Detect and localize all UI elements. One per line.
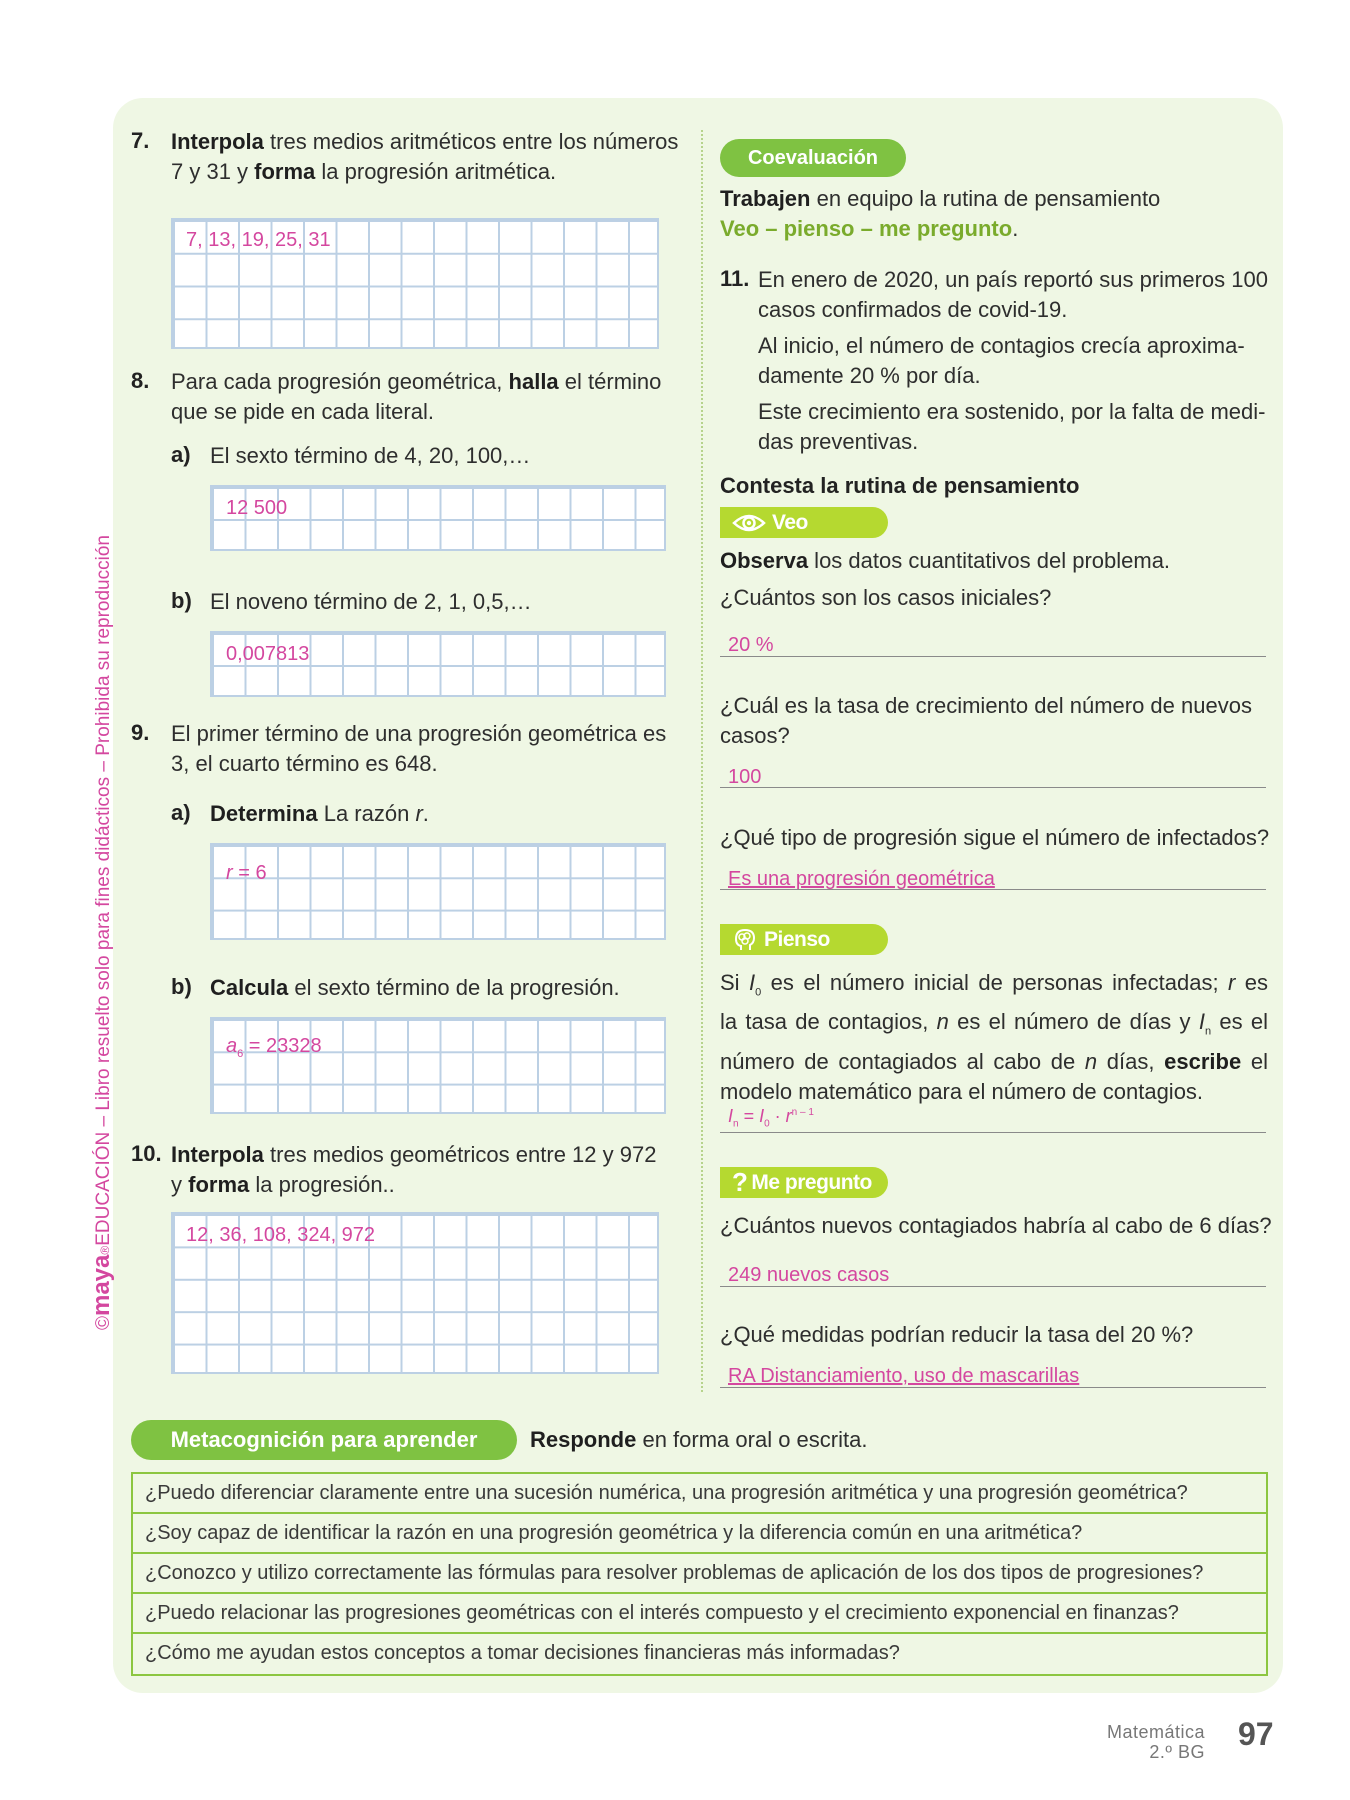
veo-question-2b: casos? [720, 723, 790, 748]
q8b-label: b) [171, 588, 192, 613]
pienso-l1sub: 0 [755, 986, 762, 999]
pienso-l2n: n [936, 1009, 949, 1035]
q9b-label: b) [171, 974, 192, 999]
pregunto-label: Me pregunto [751, 1170, 872, 1194]
q8-verb: halla [508, 369, 559, 394]
q10-line2a: y [171, 1172, 189, 1197]
observa-text [720, 546, 1170, 576]
q11-number: 11. [720, 266, 750, 291]
meta-row: ¿Puedo diferenciar claramente entre una sucesión numérica, una progresión aritmética y una progresión geométrica? [133, 1474, 1266, 1514]
pienso-l3verb: escribe [1164, 1048, 1242, 1074]
pienso-l1a: Si [720, 970, 749, 995]
q11-p3b: das preventivas. [758, 429, 919, 454]
pienso-l2b: es el número de días y [948, 1009, 1199, 1035]
formula-base: r [785, 1106, 792, 1126]
q9b-answer-grid[interactable] [210, 1017, 666, 1114]
q8-line1a: Para cada progresión geométrica, [171, 369, 509, 394]
observa-verb: Observa [720, 548, 809, 573]
q9b-body: el sexto término de la progresión. [288, 975, 620, 1000]
q8b-text: El noveno término de 2, 1, 0,5,… [210, 589, 532, 614]
q10-number: 10. [131, 1141, 162, 1166]
q10-text [171, 1140, 656, 1200]
q10-verb: Interpola [171, 1142, 264, 1167]
pienso-badge [720, 924, 888, 955]
formula-dot: · [769, 1106, 786, 1126]
coevaluacion-badge: Coevaluación [720, 139, 906, 177]
q7-verb2: forma [254, 159, 316, 184]
veo-answer-1: 20 % [728, 634, 774, 656]
q8a-label: a) [171, 442, 191, 467]
veo-answer-3-line[interactable] [720, 889, 1266, 890]
q9-number: 9. [131, 720, 150, 745]
q11-p1a: En enero de 2020, un país reportó sus primeros 100 [758, 267, 1268, 292]
meta-row: ¿Conozco y utilizo correctamente las fórmulas para resolver problemas de aplicación de los dos tipos de progresiones? [133, 1554, 1266, 1594]
q11-text [758, 265, 1278, 457]
q8-number: 8. [131, 368, 150, 393]
formula-exp: n – 1 [791, 1107, 814, 1118]
q9b-answer-value: = 23328 [243, 1035, 322, 1057]
pienso-l2c: es el [1211, 1009, 1268, 1035]
pienso-l1c: es [1235, 970, 1268, 995]
formula-lhs-sub: n [733, 1118, 739, 1130]
pregunto-question-2: ¿Qué medidas podrían reducir la tasa del 20 %? [720, 1322, 1194, 1347]
watermark [88, 535, 116, 1330]
q10-line1: tres medios geométricos entre 12 y 972 [263, 1142, 657, 1167]
veo-answer-2-line[interactable] [720, 787, 1266, 788]
veo-question-3: ¿Qué tipo de progresión sigue el número de infectados? [720, 825, 1270, 850]
brand-logo: maya [88, 1254, 115, 1316]
metacognicion-badge: Metacognición para aprender [131, 1420, 517, 1460]
pienso-l3b: días, [1097, 1048, 1165, 1074]
pregunto-answer-1: 249 nuevos casos [728, 1264, 890, 1286]
q7-answer: 7, 13, 19, 25, 31 [186, 229, 331, 251]
veo-answer-1-line[interactable] [720, 656, 1266, 657]
q8-line2: que se pide en cada literal. [171, 399, 434, 424]
pregunto-answer-2-line[interactable] [720, 1387, 1266, 1388]
footer-subject-name: Matemática [1106, 1722, 1205, 1742]
formula-rhs-sub: 0 [764, 1118, 770, 1130]
veo-answer-2: 100 [728, 766, 762, 788]
routine-end: . [1012, 216, 1019, 241]
meta-row: ¿Cómo me ayudan estos conceptos a tomar decisiones financieras más informadas? [145, 1642, 900, 1664]
q8b-answer: 0,007813 [226, 643, 310, 665]
pienso-l3c: el [1241, 1048, 1268, 1074]
formula-rhs-var: I [759, 1106, 765, 1126]
pregunto-badge [720, 1167, 888, 1198]
eye-icon [732, 513, 766, 533]
veo-question-2 [720, 691, 1252, 751]
q11-p2b: damente 20 % por día. [758, 363, 981, 388]
metacognition-table [131, 1472, 1268, 1676]
pregunto-answer-1-line[interactable] [720, 1286, 1266, 1287]
formula-lhs-var: I [728, 1106, 734, 1126]
q9-text [171, 719, 666, 779]
meta-row: ¿Puedo relacionar las progresiones geométricas con el interés compuesto y el crecimiento exponencial en finanzas? [133, 1594, 1266, 1634]
q11-p2a: Al inicio, el número de contagios crecía aproxima- [758, 333, 1245, 358]
observa-body: los datos cuantitativos del problema. [808, 548, 1171, 573]
q8-text [171, 367, 661, 427]
pienso-l1var: I [749, 970, 756, 995]
q7-line1: tres medios aritméticos entre los números [263, 129, 679, 154]
q8a-text: El sexto término de 4, 20, 100,… [210, 443, 531, 468]
q9-line1: El primer término de una progresión geométrica es [171, 721, 667, 746]
q7-line2a: 7 y 31 y [171, 159, 255, 184]
footer-grade: 2.º BG [1149, 1742, 1205, 1762]
veo-question-2a: ¿Cuál es la tasa de crecimiento del número de nuevos [720, 693, 1252, 718]
pregunto-question-1: ¿Cuántos nuevos contagiados habría al cabo de 6 días? [720, 1213, 1272, 1238]
q8-line1b: el término [558, 369, 662, 394]
q9a-answer-value: = 6 [232, 862, 267, 884]
page-number: 97 [1238, 1716, 1274, 1752]
q11-p3a: Este crecimiento era sostenido, por la falta de medi- [758, 399, 1266, 424]
q9a-answer-var: r [226, 862, 233, 884]
pienso-label: Pienso [764, 927, 830, 951]
q9a-verb: Determina [210, 801, 318, 826]
q10-line2b: la progresión.. [249, 1172, 395, 1197]
q10-answer: 12, 36, 108, 324, 972 [186, 1224, 376, 1246]
q9a-end: . [422, 801, 429, 826]
pienso-l2var: I [1198, 1009, 1205, 1035]
q10-verb2: forma [188, 1172, 250, 1197]
brain-head-icon [732, 927, 758, 953]
q9b-answer [226, 1035, 322, 1060]
q11-p1b: casos confirmados de covid-19. [758, 297, 1068, 322]
contesta-heading: Contesta la rutina de pensamiento [720, 473, 1080, 498]
q9a-text [210, 799, 429, 829]
q9a-answer-grid[interactable] [210, 843, 666, 940]
copyright-symbol: © [93, 1316, 114, 1330]
q9b-text [210, 973, 620, 1003]
metacognicion-instruction [530, 1425, 867, 1455]
q9b-answer-var: a [226, 1035, 238, 1057]
q9a-body: La razón [317, 801, 416, 826]
veo-answer-3: Es una progresión geométrica [728, 868, 995, 890]
q7-verb: Interpola [171, 129, 264, 154]
question-mark-icon: ? [732, 1167, 748, 1197]
meta-text: en forma oral o escrita. [636, 1427, 868, 1452]
watermark-text: EDUCACIÓN – Libro resuelto solo para fines didácticos – Prohibida su reproducción [93, 535, 114, 1246]
veo-badge [720, 507, 888, 538]
q7-line2b: la progresión aritmética. [315, 159, 557, 184]
pregunto-answer-2: RA Distanciamiento, uso de mascarillas [728, 1365, 1080, 1387]
veo-question-1: ¿Cuántos son los casos iniciales? [720, 585, 1052, 610]
formula-eq: = [738, 1106, 760, 1126]
coev-intro [720, 184, 1160, 244]
pienso-l4: modelo matemático para el número de contagios. [720, 1078, 1204, 1104]
pienso-formula [728, 1106, 814, 1130]
q9a-answer [226, 862, 267, 885]
pienso-l2sub: n [1204, 1025, 1212, 1038]
registered-symbol: ® [98, 1245, 112, 1255]
intro-verb: Trabajen [720, 186, 811, 211]
q9b-answer-sub: 6 [237, 1048, 244, 1060]
pienso-l3a: número de contagiados al cabo de [720, 1048, 1085, 1074]
meta-row: ¿Soy capaz de identificar la razón en una progresión geométrica y la diferencia común en una aritmética? [133, 1514, 1266, 1554]
q9a-label: a) [171, 800, 191, 825]
q7-text [171, 127, 678, 187]
q9b-verb: Calcula [210, 975, 289, 1000]
routine-title: Veo – pienso – me pregunto [720, 216, 1013, 241]
pienso-l1b: es el número inicial de personas infectadas; [761, 970, 1228, 995]
pienso-l3n: n [1084, 1048, 1098, 1074]
veo-label: Veo [772, 510, 808, 534]
column-divider [701, 130, 703, 1392]
q8a-answer: 12 500 [226, 497, 288, 519]
pienso-l2a: la tasa de contagios, [720, 1009, 937, 1035]
footer-subject [1107, 1722, 1205, 1762]
pienso-answer-line[interactable] [720, 1132, 1266, 1133]
q9a-var: r [415, 801, 423, 826]
meta-verb: Responde [530, 1427, 637, 1452]
pienso-text [720, 968, 1268, 1107]
pienso-l1r: r [1228, 970, 1236, 995]
q9-line2: 3, el cuarto término es 648. [171, 751, 438, 776]
q7-number: 7. [131, 128, 150, 153]
intro-text: en equipo la rutina de pensamiento [810, 186, 1161, 211]
